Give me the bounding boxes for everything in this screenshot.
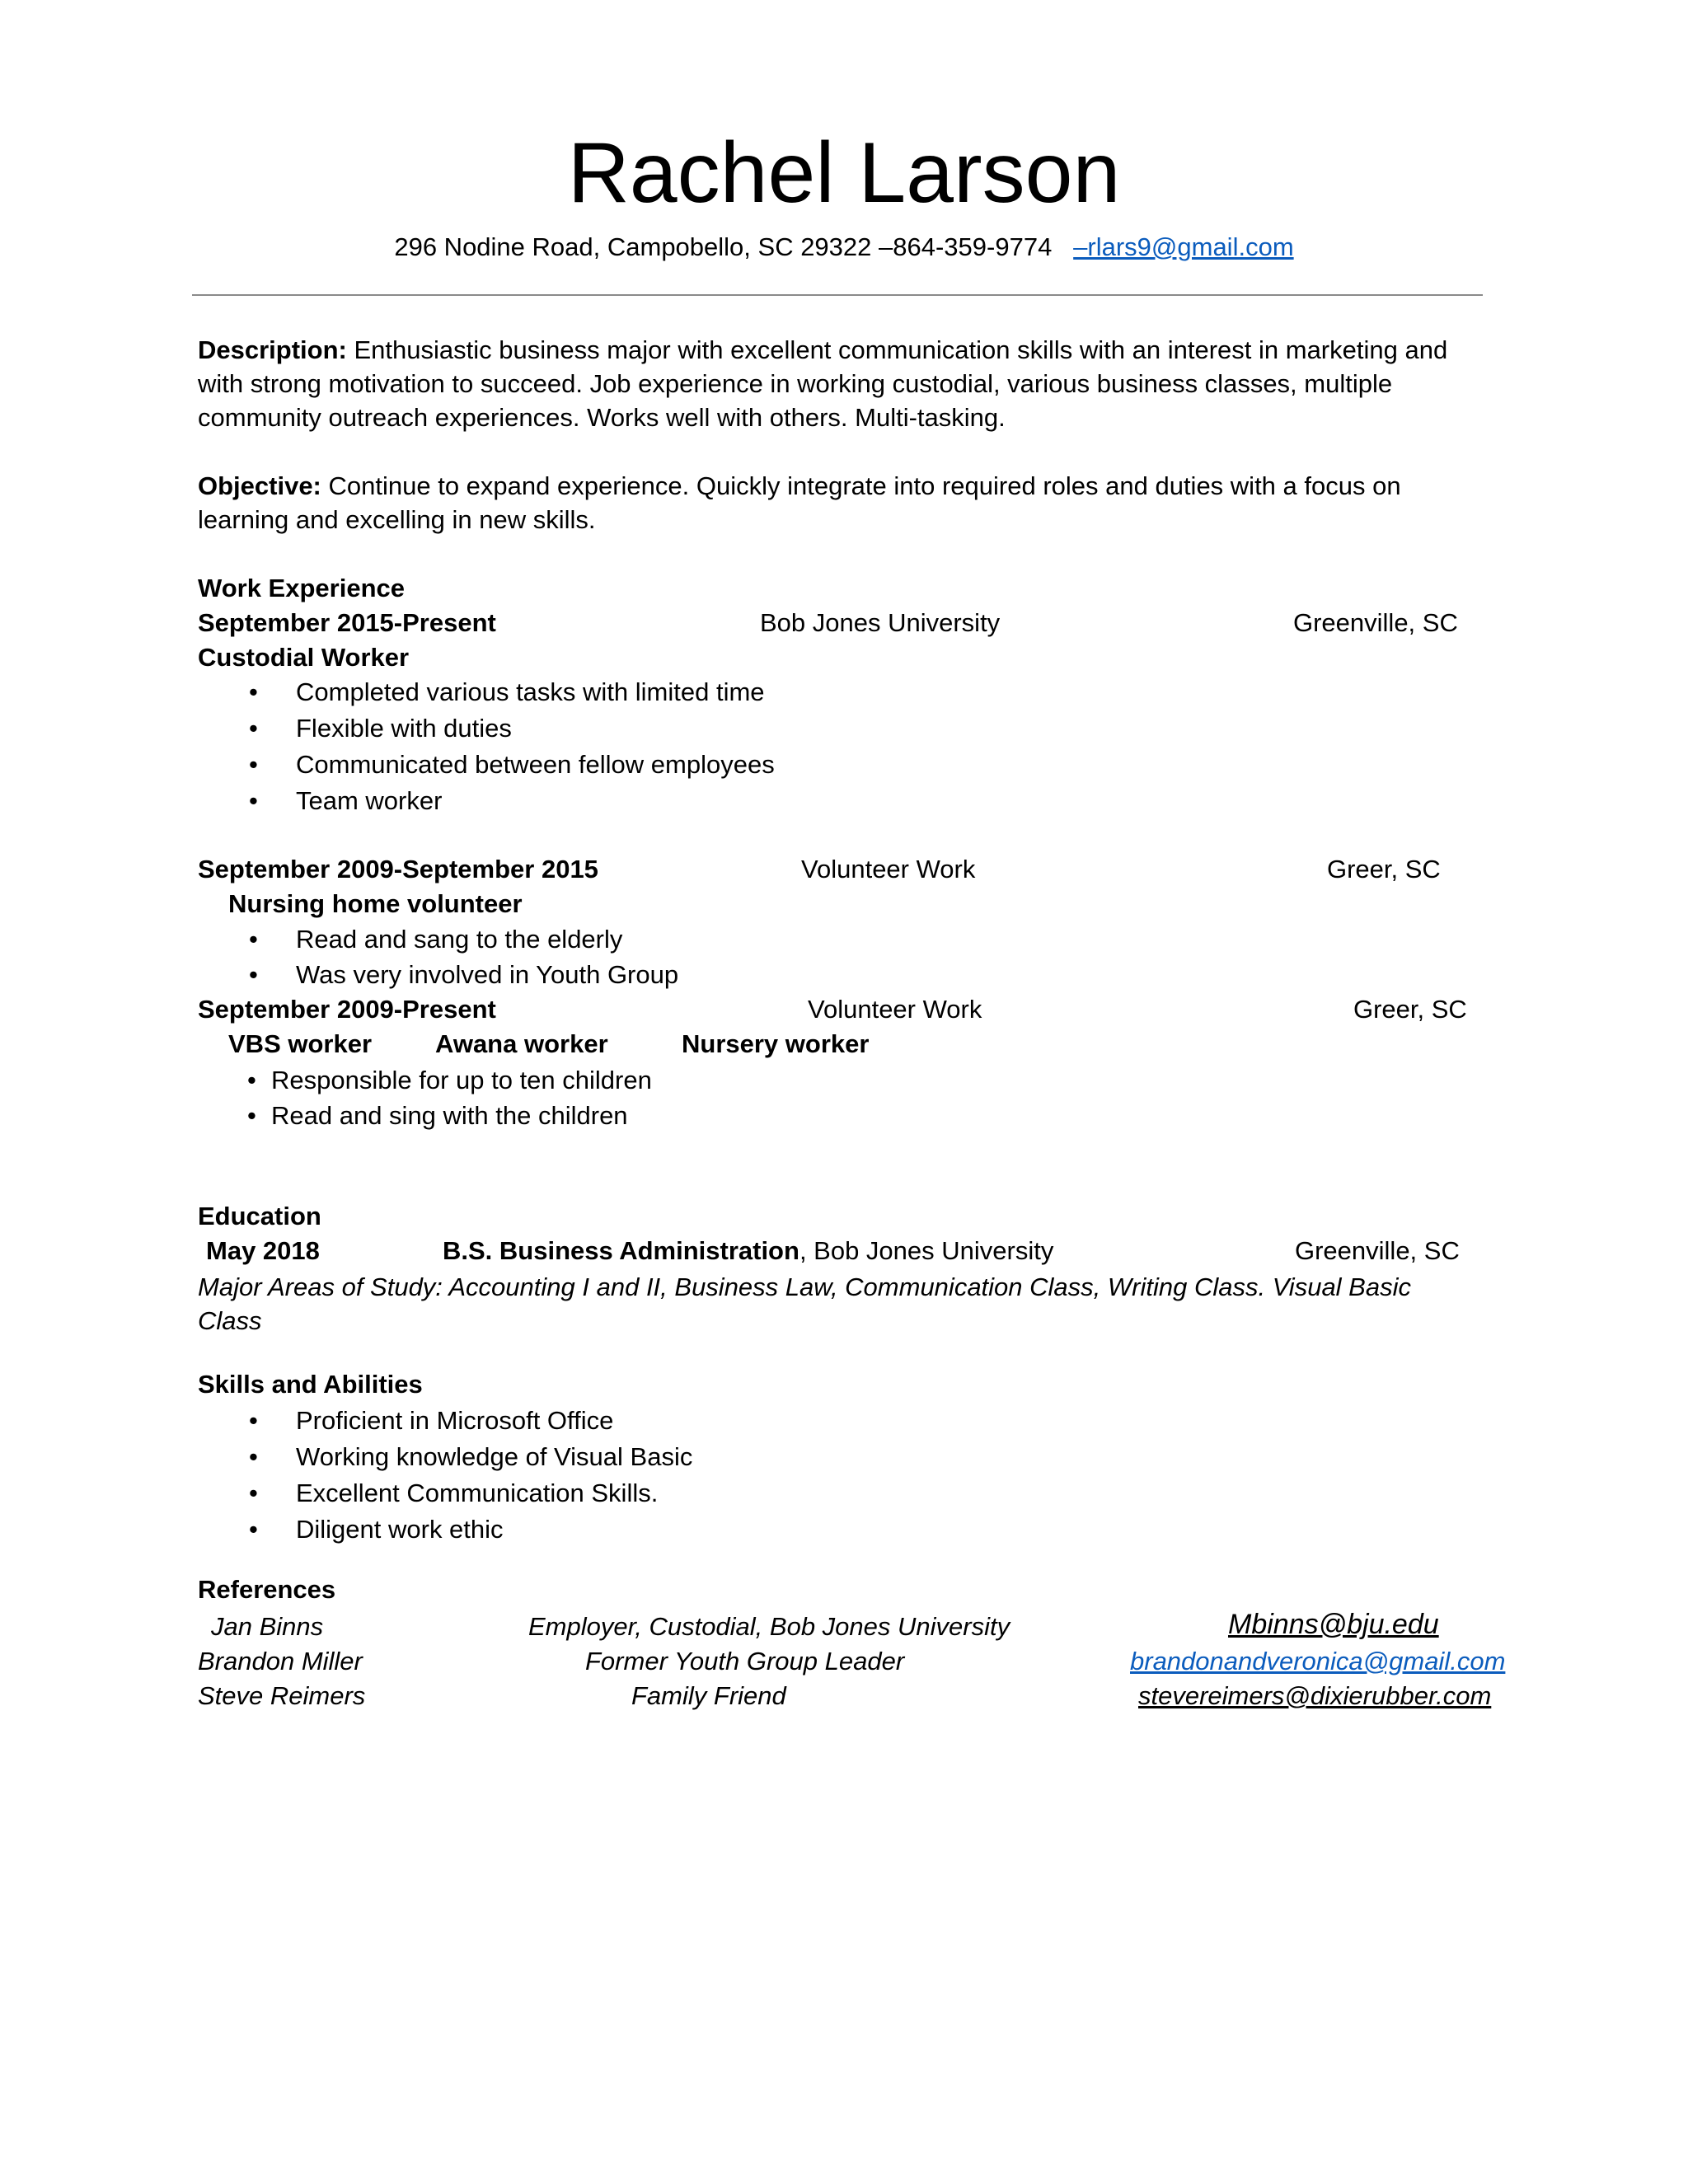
references-heading: References [198,1575,336,1604]
list-item: • Completed various tasks with limited time [249,677,765,706]
skills-heading: Skills and Abilities [198,1370,423,1399]
reference-name: Steve Reimers [198,1681,366,1710]
contact-email-link[interactable]: –rlars9@gmail.com [1073,232,1294,261]
list-item: • Was very involved in Youth Group [249,960,679,989]
education-location: Greenville, SC [1295,1236,1460,1265]
education-school: , Bob Jones University [799,1236,1054,1265]
education-study: Major Areas of Study: Accounting I and II, Business Law, Communication Class, Writing Class. Visual Basic Class [198,1272,1411,1335]
job3-location: Greer, SC [1353,995,1467,1024]
objective-section [198,469,1484,537]
description-label: Description: [198,335,347,364]
reference-role: Employer, Custodial, Bob Jones University [528,1612,1010,1641]
reference-email-link[interactable]: brandonandveronica@gmail.com [1130,1647,1506,1675]
header-divider [192,294,1483,296]
job3-role-vbs: VBS worker [228,1029,373,1058]
reference-name: Brandon Miller [198,1647,363,1675]
list-item: • Communicated between fellow employees [249,750,775,779]
reference-role: Family Friend [631,1681,786,1710]
job3-org: Volunteer Work [808,995,982,1024]
job1-org: Bob Jones University [760,608,1001,637]
job2-title: Nursing home volunteer [228,889,523,918]
education-heading: Education [198,1202,321,1230]
list-item: • Read and sing with the children [247,1101,628,1130]
list-item: • Team worker [249,786,443,815]
list-item: • Excellent Communication Skills. [249,1479,659,1507]
list-item: • Proficient in Microsoft Office [249,1406,614,1435]
job1-dates: September 2015-Present [198,608,496,637]
reference-email-link[interactable]: Mbinns@bju.edu [1228,1609,1439,1640]
job3-role-nursery: Nursery worker [682,1029,870,1058]
reference-name: Jan Binns [211,1612,324,1641]
work-experience-heading: Work Experience [198,574,405,602]
job2-location: Greer, SC [1327,855,1441,883]
list-item: • Working knowledge of Visual Basic [249,1442,693,1471]
education-date: May 2018 [206,1236,320,1265]
list-item: • Read and sang to the elderly [249,925,623,954]
list-item: • Flexible with duties [249,714,512,743]
description-text: Enthusiastic business major with excellent communication skills with an interest in marketing and with strong motivation to succeed. Job experience in working custodial, various business classes, multiple community outreach experiences. Works well with others. Multi-tasking. [198,335,1448,432]
job2-org: Volunteer Work [801,855,976,883]
list-item: • Responsible for up to ten children [247,1066,652,1094]
job2-dates: September 2009-September 2015 [198,855,598,883]
job1-location: Greenville, SC [1293,608,1458,637]
education-degree: B.S. Business Administration [443,1236,799,1265]
description-section [198,333,1484,434]
contact-address-phone: 296 Nodine Road, Campobello, SC 29322 –864-359-9774 [394,232,1053,261]
reference-role: Former Youth Group Leader [585,1647,905,1675]
list-item: • Diligent work ethic [249,1515,504,1544]
contact-line [0,232,1688,262]
reference-email-link[interactable]: stevereimers@dixierubber.com [1138,1681,1492,1710]
job3-dates: September 2009-Present [198,995,496,1024]
job3-role-awana: Awana worker [435,1029,608,1058]
objective-label: Objective: [198,471,321,500]
job1-title: Custodial Worker [198,643,410,672]
education-degree-line [443,1236,1053,1266]
objective-text: Continue to expand experience. Quickly integrate into required roles and duties with a focus on learning and excelling in new skills. [198,471,1401,534]
resume-name: Rachel Larson [567,125,1121,221]
